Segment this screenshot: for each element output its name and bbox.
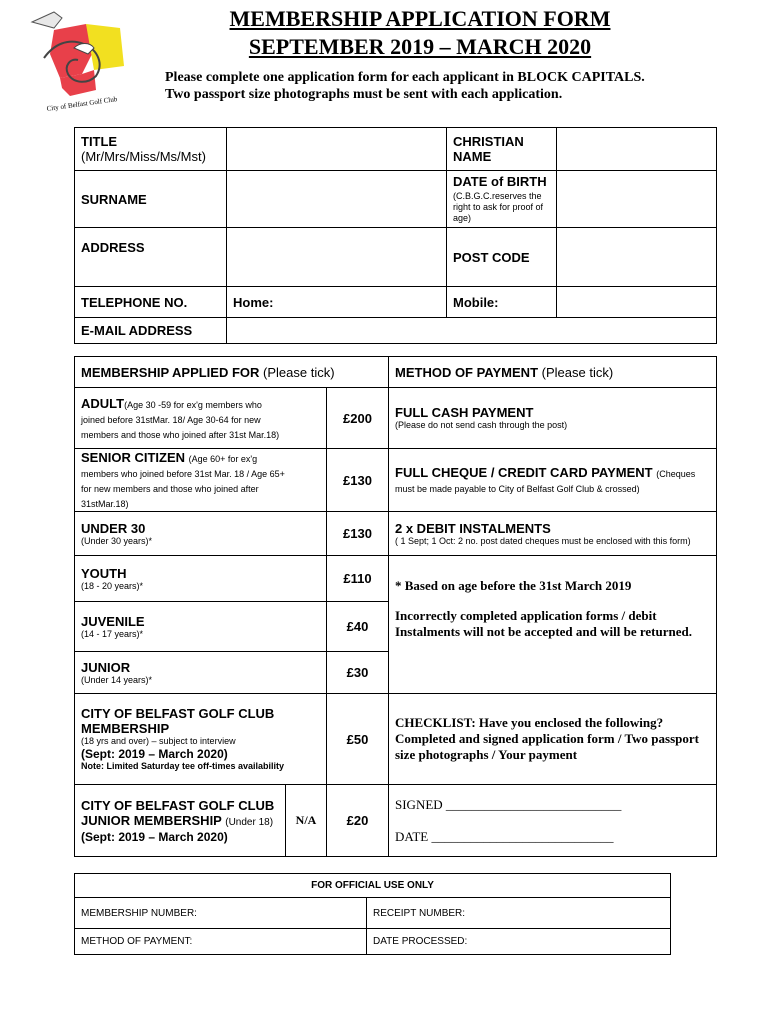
dob-label: DATE of BIRTH (C.B.G.C.reserves the right to ask for proof of age): [447, 171, 557, 228]
mobile-phone-value[interactable]: [557, 287, 717, 318]
membership-payment-table: [74, 356, 717, 857]
cash-payment-option[interactable]: FULL CASH PAYMENT (Please do not send cash through the post): [389, 388, 717, 449]
form-period: SEPTEMBER 2019 – MARCH 2020: [248, 34, 592, 59]
junior-club-na: N/A: [286, 785, 327, 857]
warning-note: Incorrectly completed application forms / debit Instalments will not be accepted and will be returned.: [395, 608, 692, 639]
age-note: * Based on age before the 31st March 2019: [395, 578, 632, 593]
checklist-cell: [389, 694, 717, 785]
adult-price: £200: [327, 388, 389, 449]
youth-option[interactable]: YOUTH (18 - 20 years)*: [75, 556, 286, 602]
surname-field[interactable]: [227, 171, 447, 228]
mobile-phone-field[interactable]: Mobile:: [447, 287, 557, 318]
form-title: MEMBERSHIP APPLICATION FORM: [229, 6, 611, 31]
under30-option[interactable]: UNDER 30 (Under 30 years)*: [75, 512, 286, 556]
signature-cell[interactable]: [389, 785, 717, 857]
intro-text: [165, 69, 645, 103]
email-label: E-MAIL ADDRESS: [75, 318, 227, 344]
receipt-number-field[interactable]: RECEIPT NUMBER:: [367, 898, 671, 929]
youth-price: £110: [327, 556, 389, 602]
postcode-field[interactable]: [557, 228, 717, 287]
juvenile-option[interactable]: JUVENILE (14 - 17 years)*: [75, 602, 286, 652]
logo-text: City of Belfast Golf Club: [46, 95, 118, 113]
email-field[interactable]: [227, 318, 717, 344]
senior-price: £130: [327, 449, 389, 512]
adult-option[interactable]: ADULT(Age 30 -59 for ex'g members who joined before 31stMar. 18/ Age 30-64 for new members and those who joined after 31st Mar.18): [75, 388, 286, 449]
junior-option[interactable]: JUNIOR (Under 14 years)*: [75, 652, 286, 694]
postcode-label: POST CODE: [447, 228, 557, 287]
senior-option[interactable]: SENIOR CITIZEN (Age 60+ for ex'g members who joined before 31st Mar. 18 / Age 65+ for new members and those who joined after 31stMar.18): [75, 449, 286, 512]
junior-club-option[interactable]: CITY OF BELFAST GOLF CLUB JUNIOR MEMBERSHIP (Under 18) (Sept: 2019 – March 2020): [75, 785, 286, 857]
christian-name-label: CHRISTIAN NAME: [447, 128, 557, 171]
cheque-payment-option[interactable]: FULL CHEQUE / CREDIT CARD PAYMENT (Cheques must be made payable to City of Belfast Golf Club & crossed): [389, 449, 717, 512]
membership-header: MEMBERSHIP APPLIED FOR (Please tick): [75, 357, 389, 388]
club-logo: [24, 8, 136, 116]
dob-field[interactable]: [557, 171, 717, 228]
title-field[interactable]: [227, 128, 447, 171]
dob-note: (C.B.G.C.reserves the right to ask for proof of age): [453, 191, 544, 223]
home-phone-field[interactable]: Home:: [227, 287, 447, 318]
intro-line-2: Two passport size photographs must be sent with each application.: [165, 87, 563, 102]
payment-header: METHOD OF PAYMENT (Please tick): [389, 357, 717, 388]
intro-line-1: Please complete one application form for each applicant in BLOCK CAPITALS.: [165, 70, 645, 85]
address-field[interactable]: [227, 228, 447, 287]
notes-cell: [389, 556, 717, 694]
official-payment-method-field[interactable]: METHOD OF PAYMENT:: [75, 929, 367, 955]
signed-line[interactable]: SIGNED ___________________________: [395, 796, 622, 812]
junior-price: £30: [327, 652, 389, 694]
official-use-table: [74, 873, 671, 955]
personal-details-table: [74, 127, 717, 344]
official-header: FOR OFFICIAL USE ONLY: [75, 874, 671, 898]
membership-number-field[interactable]: MEMBERSHIP NUMBER:: [75, 898, 367, 929]
debit-payment-option[interactable]: 2 x DEBIT INSTALMENTS ( 1 Sept; 1 Oct: 2 no. post dated cheques must be enclosed with this form): [389, 512, 717, 556]
telephone-label: TELEPHONE NO.: [75, 287, 227, 318]
date-processed-field[interactable]: DATE PROCESSED:: [367, 929, 671, 955]
surname-label: SURNAME: [75, 171, 227, 228]
juvenile-price: £40: [327, 602, 389, 652]
under30-price: £130: [327, 512, 389, 556]
checklist-note: CHECKLIST: Have you enclosed the following? Completed and signed application form / Two passport size photographs / Your payment: [395, 715, 699, 762]
title-label: TITLE (Mr/Mrs/Miss/Ms/Mst): [75, 128, 227, 171]
address-label: ADDRESS: [75, 228, 227, 287]
club-membership-option[interactable]: CITY OF BELFAST GOLF CLUB MEMBERSHIP (18 yrs and over) – subject to interview (Sept: 2019 – March 2020) Note: Limited Saturday tee off-times availability: [75, 694, 286, 785]
club-membership-price: £50: [327, 694, 389, 785]
date-line[interactable]: DATE ____________________________: [395, 828, 614, 844]
christian-name-field[interactable]: [557, 128, 717, 171]
junior-club-price: £20: [327, 785, 389, 857]
